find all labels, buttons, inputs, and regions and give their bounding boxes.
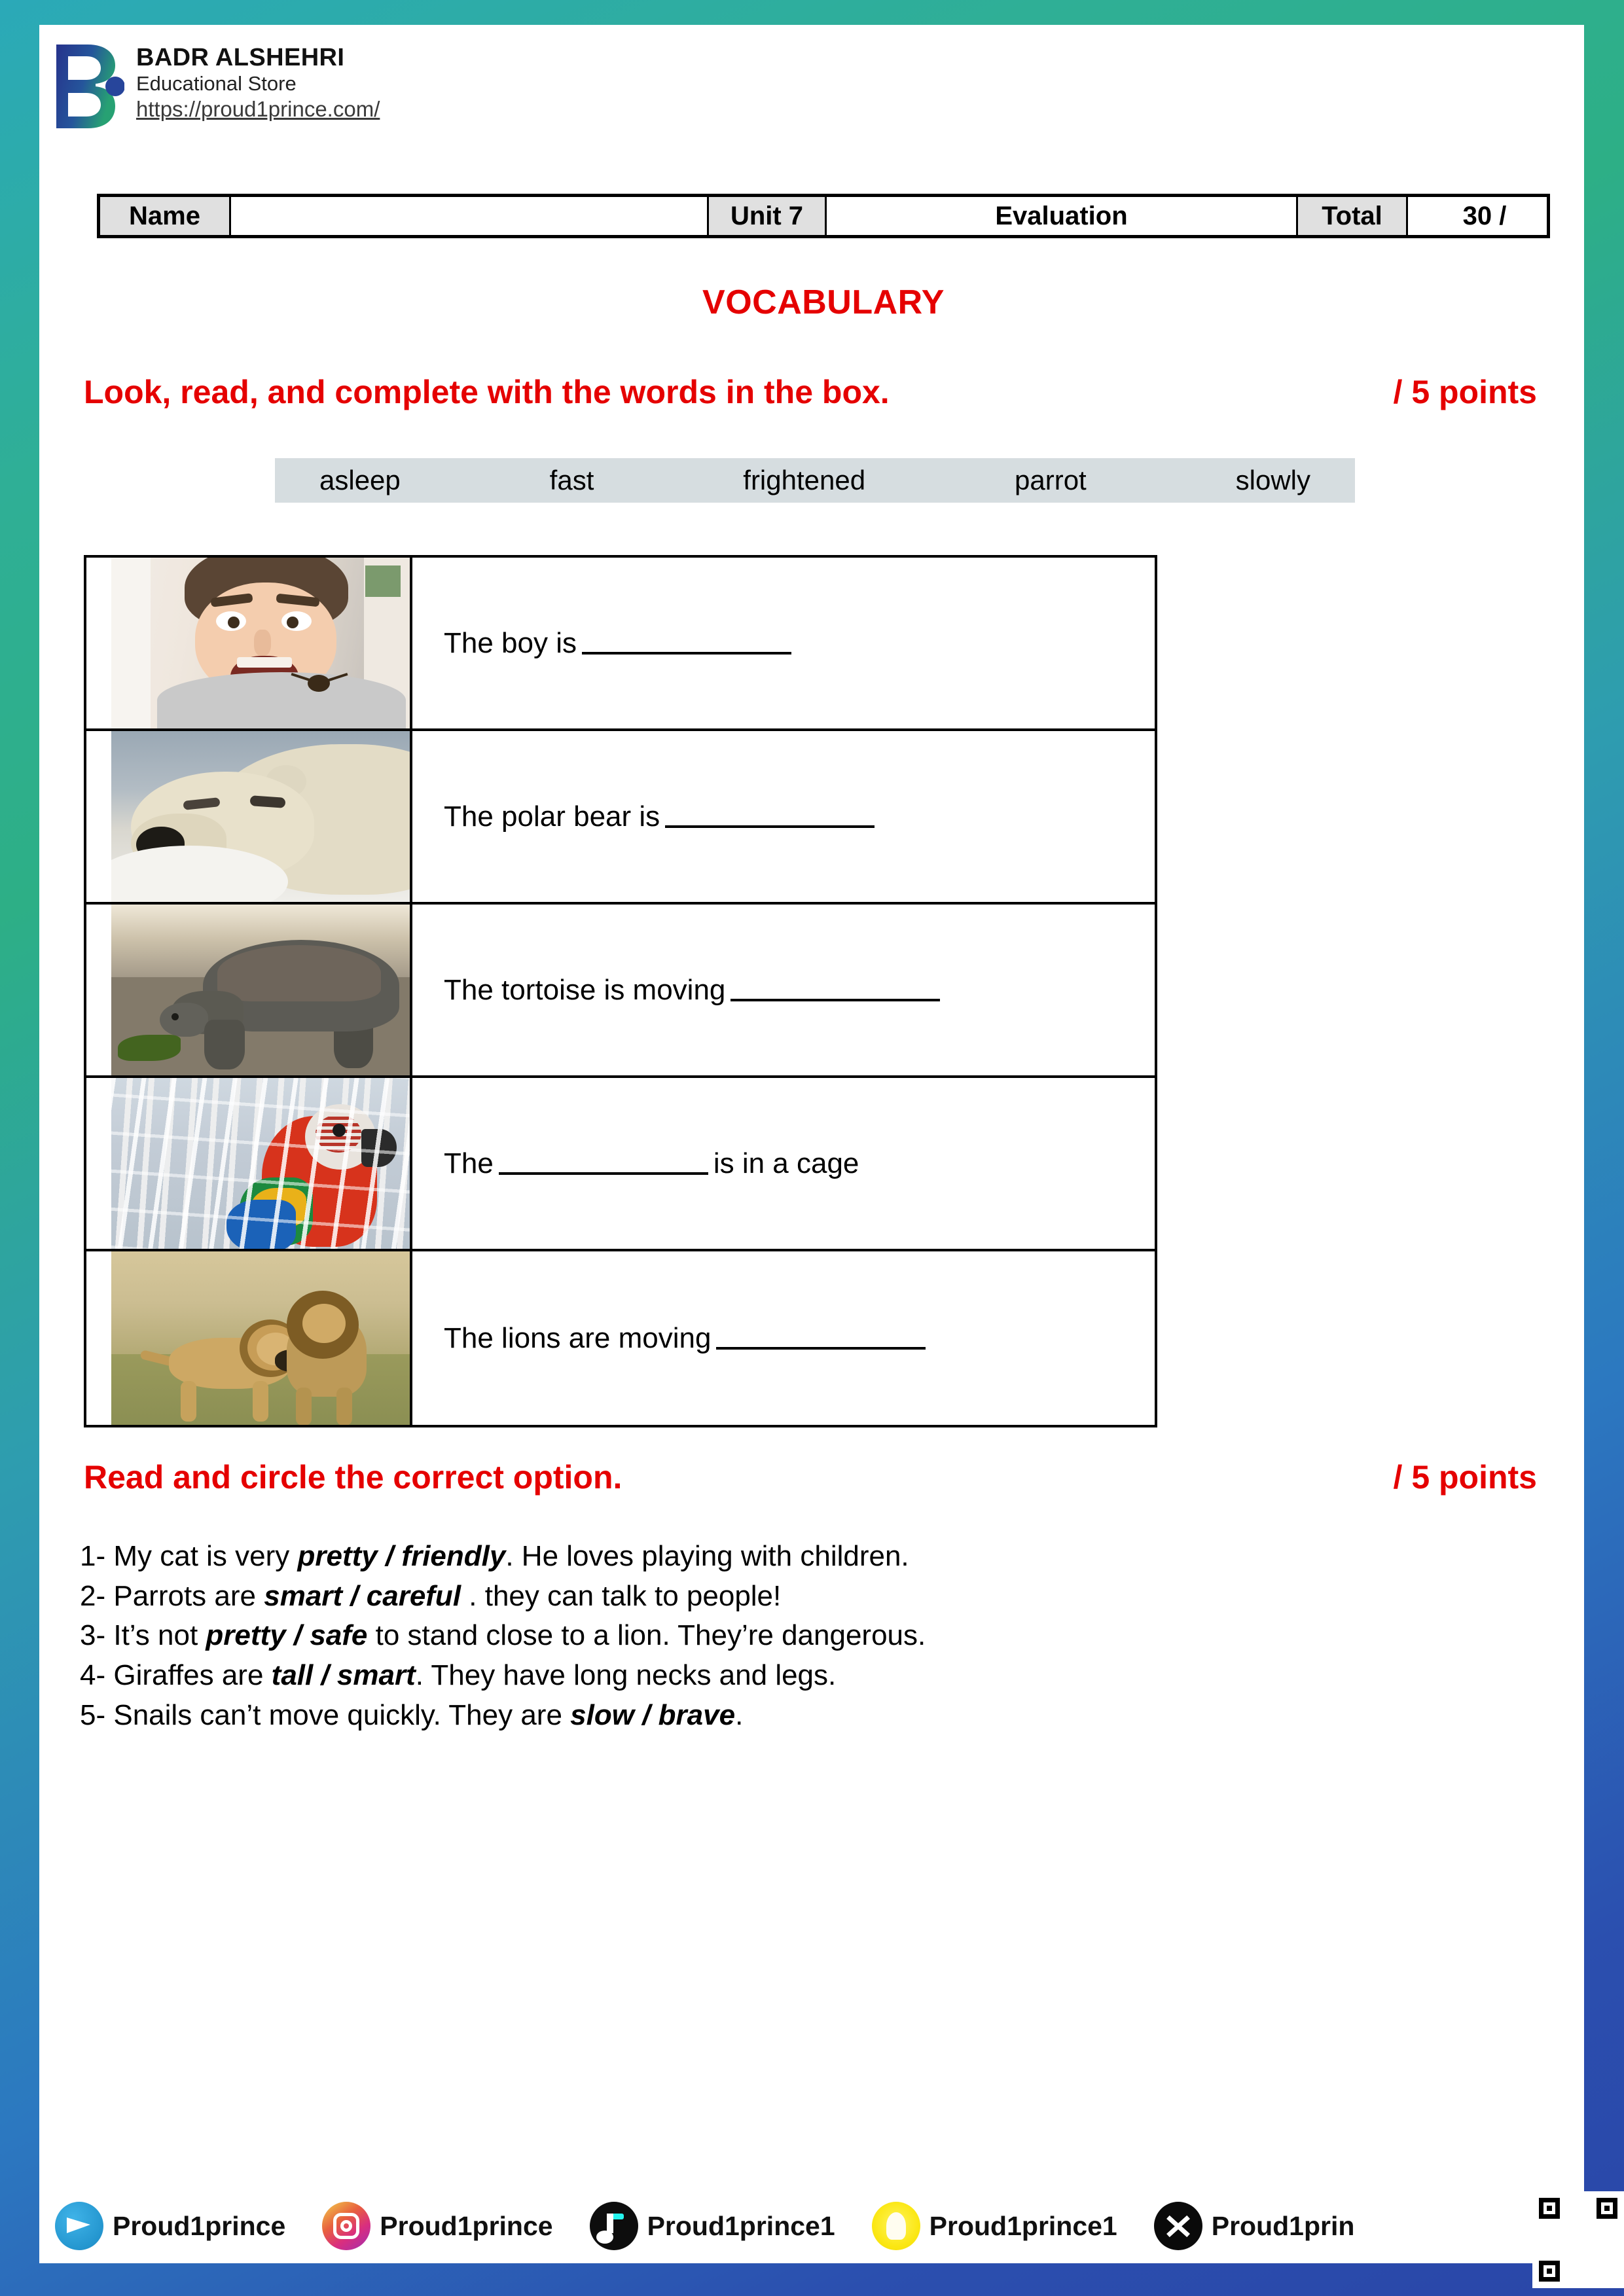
sentence-prefix: The boy is <box>444 626 577 659</box>
b-monogram-logo <box>51 41 124 132</box>
name-input-field[interactable] <box>231 197 709 235</box>
table-row <box>86 905 1155 1078</box>
table-row <box>86 1078 1155 1251</box>
question-options[interactable]: slow / brave <box>570 1698 736 1731</box>
question-after: . They have long necks and legs. <box>415 1659 837 1692</box>
brand-url[interactable]: https://proud1prince.com/ <box>136 96 380 121</box>
question-before: My cat is very <box>113 1540 290 1572</box>
exercise2-points: / 5 points <box>1393 1459 1537 1496</box>
list-item <box>80 1537 1533 1577</box>
question-after: . He loves playing with children. <box>505 1540 909 1572</box>
social-link-telegram[interactable] <box>55 2202 285 2250</box>
table-row <box>86 1251 1155 1425</box>
total-label: Total <box>1298 197 1408 235</box>
frightened-boy-photo <box>86 558 412 728</box>
social-handle: Proud1prince1 <box>647 2210 835 2241</box>
exercise2-instruction-text: Read and circle the correct option. <box>84 1459 623 1496</box>
brand-subtitle: Educational Store <box>136 72 297 96</box>
sentence-cell <box>412 905 1155 1075</box>
answer-blank[interactable] <box>731 979 940 1001</box>
sentence-prefix: The polar bear is <box>444 800 660 833</box>
social-link-tiktok[interactable] <box>590 2202 835 2250</box>
tiktok-icon <box>590 2202 638 2250</box>
list-item <box>80 1656 1533 1696</box>
question-number: 5- <box>80 1698 106 1731</box>
word-bank <box>275 458 1355 503</box>
x-twitter-icon <box>1154 2202 1202 2250</box>
circle-option-list <box>80 1537 1533 1736</box>
sentence-cell <box>412 731 1155 902</box>
name-label: Name <box>100 197 231 235</box>
list-item <box>80 1696 1533 1736</box>
evaluation-label: Evaluation <box>827 197 1298 235</box>
answer-blank[interactable] <box>582 632 791 655</box>
instagram-icon <box>322 2202 370 2250</box>
social-footer <box>39 2189 1584 2263</box>
exercise1-instruction-text: Look, read, and complete with the words in the box. <box>84 374 890 410</box>
telegram-icon <box>55 2202 103 2250</box>
sentence-cell <box>412 1251 1155 1425</box>
sentence-prefix: The lions are moving <box>444 1321 712 1354</box>
question-options[interactable]: pretty / friendly <box>297 1540 506 1572</box>
sleeping-polar-bear-photo <box>86 731 412 902</box>
question-after: . <box>735 1698 744 1731</box>
sentence-suffix: is in a cage <box>713 1147 859 1179</box>
answer-blank[interactable] <box>499 1153 708 1175</box>
question-number: 3- <box>80 1619 106 1652</box>
word-bank-item[interactable]: frightened <box>743 465 866 495</box>
question-number: 4- <box>80 1659 106 1692</box>
social-handle: Proud1prin <box>1211 2210 1355 2241</box>
sentence-prefix: The <box>444 1147 494 1179</box>
list-item <box>80 1577 1533 1617</box>
table-row <box>86 731 1155 905</box>
question-before: Snails can’t move quickly. They are <box>113 1698 562 1731</box>
question-after: to stand close to a lion. They’re dangerous. <box>375 1619 926 1652</box>
answer-blank[interactable] <box>665 806 875 828</box>
question-options[interactable]: smart / careful <box>264 1579 461 1612</box>
brand-name: BADR ALSHEHRI <box>136 44 345 71</box>
exercise1-instruction-row <box>84 373 1537 411</box>
page-title: VOCABULARY <box>702 283 945 321</box>
social-handle: Proud1prince <box>380 2210 553 2241</box>
brand-header <box>51 41 509 145</box>
social-handle: Proud1prince <box>113 2210 286 2241</box>
word-bank-item[interactable]: fast <box>549 465 594 495</box>
sentence-prefix: The tortoise is moving <box>444 973 726 1006</box>
question-number: 1- <box>80 1540 106 1572</box>
qr-code[interactable] <box>1532 2191 1624 2288</box>
sentence-cell <box>412 1078 1155 1249</box>
tortoise-photo <box>86 905 412 1075</box>
word-bank-item[interactable]: parrot <box>1015 465 1087 495</box>
picture-sentence-table <box>84 555 1157 1427</box>
total-score-field[interactable]: 30 / <box>1408 197 1547 235</box>
student-info-bar <box>97 194 1550 238</box>
snapchat-icon <box>872 2202 920 2250</box>
word-bank-item[interactable]: asleep <box>319 465 401 495</box>
unit-label: Unit 7 <box>709 197 827 235</box>
question-before: Giraffes are <box>113 1659 264 1692</box>
running-lions-photo <box>86 1251 412 1425</box>
question-options[interactable]: tall / smart <box>271 1659 416 1692</box>
table-row <box>86 558 1155 731</box>
social-link-snapchat[interactable] <box>872 2202 1117 2250</box>
sentence-cell <box>412 558 1155 728</box>
social-handle: Proud1prince1 <box>929 2210 1117 2241</box>
exercise2-instruction-row <box>84 1458 1537 1496</box>
exercise1-points: / 5 points <box>1393 374 1537 410</box>
answer-blank[interactable] <box>716 1327 926 1350</box>
question-before: Parrots are <box>113 1579 256 1612</box>
social-link-instagram[interactable] <box>322 2202 552 2250</box>
list-item <box>80 1616 1533 1656</box>
parrot-in-cage-photo <box>86 1078 412 1249</box>
question-number: 2- <box>80 1579 106 1612</box>
social-link-x-twitter[interactable] <box>1154 2202 1355 2250</box>
question-before: It’s not <box>113 1619 198 1652</box>
question-after: . they can talk to people! <box>469 1579 782 1612</box>
question-options[interactable]: pretty / safe <box>206 1619 368 1652</box>
word-bank-item[interactable]: slowly <box>1235 465 1310 495</box>
